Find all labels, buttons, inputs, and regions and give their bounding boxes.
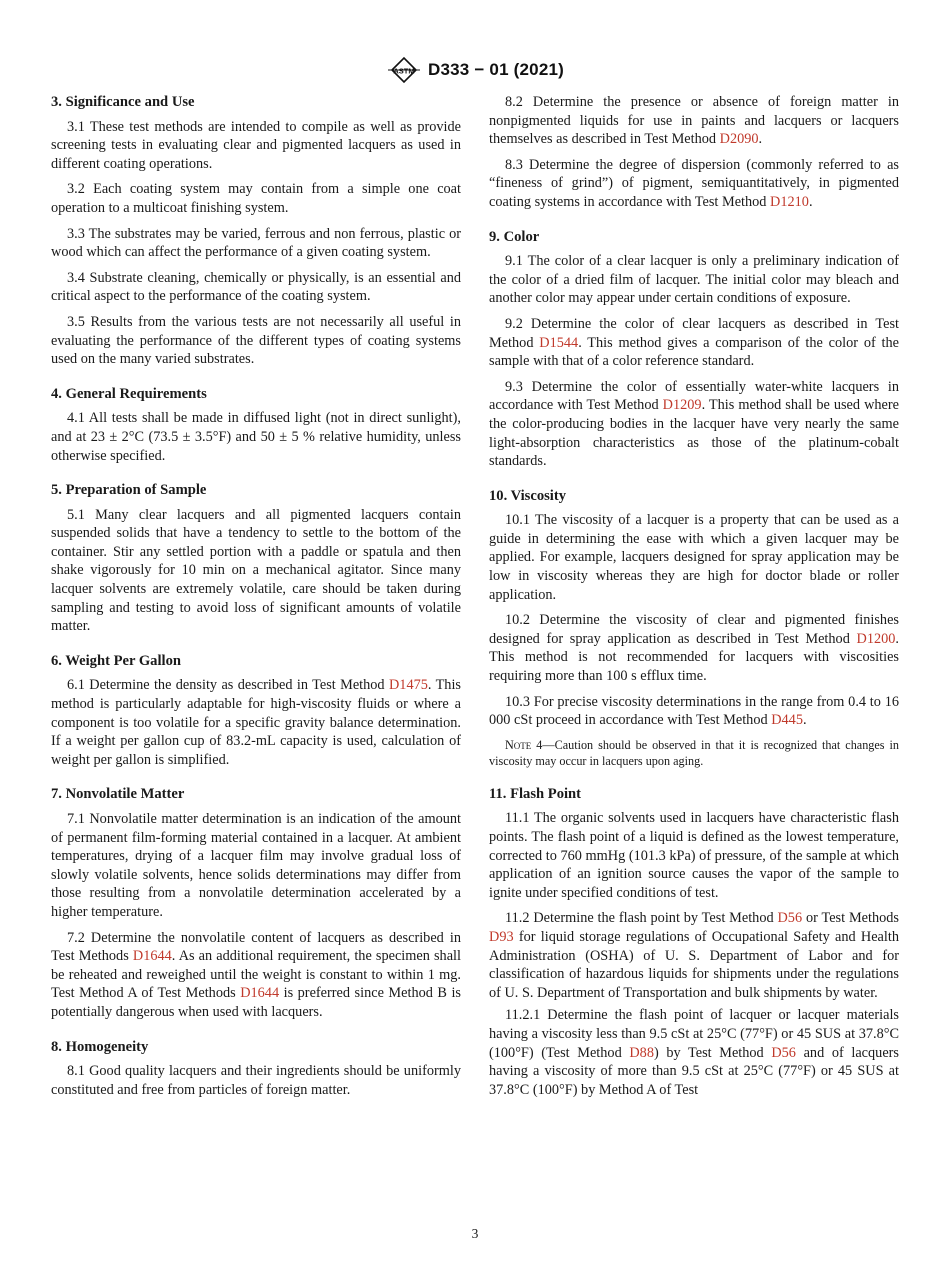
standard-link-d445[interactable]: D445 (771, 712, 803, 729)
paragraph: 4.1 All tests shall be made in diffused light (not in direct sunlight), and at 23 ± 2°C (73.5 ± 3.5°F) and 50 ± 5 % relative humidity, unless otherwise specified. (51, 410, 461, 464)
paragraph: 8.1 Good quality lacquers and their ingredients should be uniformly constituted and free from particles of foreign matter. (51, 1063, 461, 1098)
text-run: 10.3 For precise viscosity determinations in the range from 0.4 to 16 000 cSt proceed in accordance with Test Method (489, 693, 899, 729)
paragraph: 3.3 The substrates may be varied, ferrous and non ferrous, plastic or wood which can affect the performance of a given coating system. (51, 225, 461, 261)
standard-link-d1544[interactable]: D1544 (539, 334, 579, 351)
text-run: 8.2 Determine the presence or absence of foreign matter in nonpigmented liquids for use in paints and lacquers or lacquers themselves as described in Test Method (489, 94, 899, 148)
paragraph (51, 929, 461, 1022)
astm-logo-text: ASTM (393, 66, 415, 76)
standard-link-d1210[interactable]: D1210 (770, 193, 809, 210)
paragraph: 11.1 The organic solvents used in lacquers have characteristic flash points. The flash point of a liquid is defined as the lowest temperature, corrected to 760 mmHg (101.3 kPa) of pressure, of the sample at which application of an ignition source causes the vapor of the sample to ignite under specified conditions of test. (489, 810, 899, 901)
standard-link-d1644[interactable]: D1644 (132, 948, 172, 965)
section-title: 4. General Requirements (51, 385, 207, 402)
paragraph: 5.1 Many clear lacquers and all pigmented lacquers contain suspended solids that have a tendency to settle to the bottom of the container. Stir any settled portion with a paddle or spatula and then shake vigorously for 10 min on a mechanical agitator. Since many lacquer solvents are extremely volatile, care should be taken during sampling and testing to avoid loss of significant amounts of volatile matter. (51, 506, 461, 635)
text-run: 7.2 Determine the nonvolatile content of lacquers as described in Test Methods (51, 929, 461, 965)
standard-link-d1475[interactable]: D1475 (388, 677, 428, 694)
section-title: 10. Viscosity (489, 487, 567, 504)
note-text: —Caution should be observed in that it is recognized that changes in viscosity may occur in lacquers upon aging. (489, 737, 900, 768)
paragraph: 3.4 Substrate cleaning, chemically or physically, is an essential and critical aspect to the performance of the coating system. (51, 269, 461, 305)
text-run: 8.3 Determine the degree of dispersion (commonly referred to as “fineness of grind”) of pigment, semiquantitatively, in pigmented coating systems in accordance with Test Method (489, 156, 899, 210)
section-8 (51, 1038, 461, 1100)
text-run: 9.2 Determine the color of clear lacquers as described in Test Method (489, 315, 899, 351)
text-run: . (802, 712, 807, 729)
section-4 (51, 385, 461, 465)
section-title: 5. Preparation of Sample (51, 482, 207, 499)
section-11 (489, 785, 899, 1100)
paragraph (489, 611, 899, 685)
paragraph (51, 676, 461, 769)
astm-logo-icon (386, 56, 422, 84)
text-run: and of lacquers having a viscosity of more than 9.5 cSt at 25°C (77°F) or 45 SUS at 37.8°C (100°F) by Method A of Test (489, 1044, 899, 1098)
paragraph (489, 693, 899, 730)
page-number: 3 (471, 1226, 479, 1241)
section-7 (51, 785, 461, 1021)
text-run: . (808, 193, 813, 210)
section-title: 3. Significance and Use (51, 94, 195, 110)
standard-link-d1644[interactable]: D1644 (240, 985, 280, 1002)
standard-link-d1209[interactable]: D1209 (662, 397, 702, 414)
paragraph: 3.5 Results from the various tests are not necessarily all useful in evaluating the performance of the different types of coating systems used on the many varied substrates. (51, 313, 461, 368)
text-run: . (758, 131, 763, 148)
paragraph: 3.2 Each coating system may contain from a simple one coat operation to a multicoat finishing system. (51, 181, 461, 216)
paragraph: 10.1 The viscosity of a lacquer is a property that can be used as a guide in determining the ease with which a given lacquer may be applied. For example, lacquers designed for spray application may be low in viscosity whereas they are high for doctor blade or roller application. (489, 512, 899, 603)
standard-link-d88[interactable]: D88 (629, 1044, 654, 1061)
text-run: . As an additional requirement, the specimen shall be reheated and reweighed until the weight is constant to within 1 mg. Test Method A of Test Methods (51, 948, 461, 1002)
section-3 (51, 93, 461, 369)
paragraph (489, 378, 899, 471)
paragraph (489, 1006, 899, 1099)
text-run: is preferred since Method B is potentially dangerous when used with lacquers. (51, 985, 461, 1020)
section-8-continued (489, 93, 899, 212)
section-10 (489, 487, 899, 769)
section-title: 7. Nonvolatile Matter (51, 786, 185, 803)
standard-link-d93[interactable]: D93 (489, 928, 514, 945)
paragraph: 9.1 The color of a clear lacquer is only a preliminary indication of the color of a dried film of lacquer. The initial color may bleach and another color may appear under certain conditions of exposure. (489, 253, 899, 307)
text-run: for liquid storage regulations of Occupational Safety and Health Administration (OSHA) of U. S. Department of Labor and for classification of hazardous liquids for shipments under the regulations of U. S. Department of Transportation and bulk shipments by water. (489, 928, 899, 1001)
section-5 (51, 481, 461, 636)
section-title: 11. Flash Point (489, 785, 582, 802)
text-run: . This method gives a comparison of the color of the sample with that of a color reference standard. (489, 334, 899, 370)
paragraph (489, 909, 899, 1002)
paragraph (489, 156, 899, 212)
paragraph: 7.1 Nonvolatile matter determination is an indication of the amount of permanent film-forming material contained in a lacquer. At ambient temperatures, drying of a lacquer film may involve gradual loss of slowly volatile solvents, hence solids determinations may differ from those resulting from a nonvolatile determination accelerated by a higher temperature. (51, 811, 461, 920)
note-4 (489, 737, 899, 769)
section-title: 9. Color (489, 228, 540, 245)
page-header (0, 56, 950, 84)
standard-link-d56[interactable]: D56 (777, 910, 803, 927)
text-run: ) by Test Method (653, 1044, 772, 1061)
right-column (489, 93, 899, 1115)
section-9 (489, 228, 899, 471)
paragraph (489, 315, 899, 371)
text-run: . This method is not recommended for lacquers with viscosities requiring more than 100 s efflux time. (489, 630, 899, 685)
paragraph: 3.1 These test methods are intended to compile as well as provide screening tests in evaluating clear and pigmented lacquers as used in different coating operations. (51, 118, 461, 172)
standard-link-d2090[interactable]: D2090 (719, 131, 759, 148)
left-column (51, 93, 461, 1115)
document-designation: D333 − 01 (2021) (428, 60, 564, 79)
text-run: . This method is particularly adaptable for high-viscosity fluids or where a component is too volatile for a specific gravity balance determination. If a weight per gallon cup of 83.2-mL capacity is used, calculation of weight per gallon is simplified. (51, 677, 461, 768)
text-run: 11.2.1 Determine the flash point of lacquer or lacquer materials having a viscosity less than 9.5 cSt at 25°C (77°F) or 45 SUS at 37.8°C (100°F) (Test Method (489, 1007, 899, 1061)
section-6 (51, 652, 461, 770)
section-title: 6. Weight Per Gallon (51, 652, 181, 669)
text-run: 9.3 Determine the color of essentially water-white lacquers in accordance with Test Method (489, 378, 899, 414)
text-run: 11.2 Determine the flash point by Test Method (505, 910, 778, 927)
standard-link-d56[interactable]: D56 (771, 1044, 796, 1061)
text-run: 6.1 Determine the density as described in Test Method (67, 677, 389, 694)
note-label: Note 4 (505, 737, 543, 752)
text-run: . This method shall be used where the color-producing bodies in the lacquer have very nearly the same light-absorption characteristics as those of the platinum-cobalt standards. (489, 397, 899, 470)
text-run: or Test Methods (802, 910, 899, 927)
text-run: 10.2 Determine the viscosity of clear and pigmented finishes designed for spray application as described in Test Method (489, 612, 899, 647)
section-title: 8. Homogeneity (51, 1038, 149, 1055)
paragraph (489, 93, 899, 149)
standard-link-d1200[interactable]: D1200 (856, 630, 896, 647)
